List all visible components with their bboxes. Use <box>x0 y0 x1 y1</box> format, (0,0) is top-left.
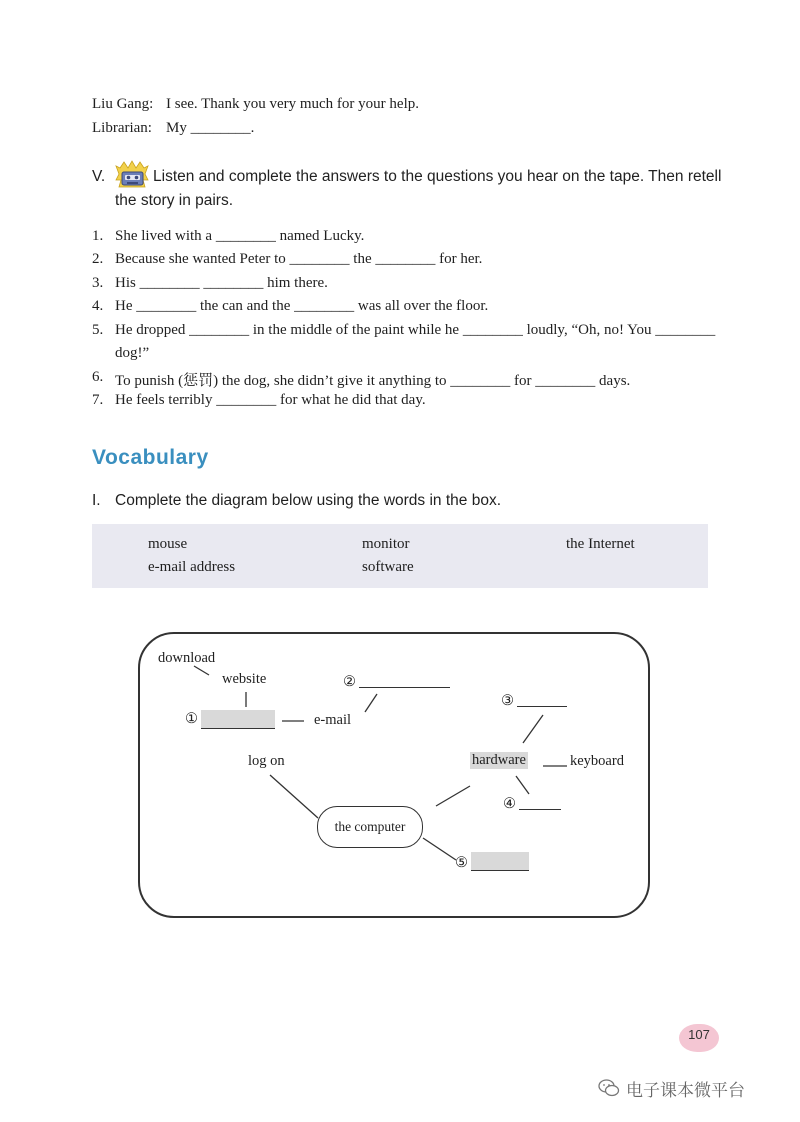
diagram-blank-3[interactable] <box>517 692 567 707</box>
diagram-blank-1[interactable] <box>201 710 275 729</box>
item-number: 1. <box>92 228 104 244</box>
item-text-continued: dog!” <box>115 345 150 361</box>
item-number: 5. <box>92 322 104 338</box>
exercise-instruction: Complete the diagram below using the words in the box. <box>115 492 501 509</box>
watermark-text: 电子课本微平台 <box>626 1081 745 1101</box>
section-instruction-line1: Listen and complete the answers to the questions you hear on the tape. Then retell <box>153 168 722 185</box>
item-text: She lived with a ________ named Lucky. <box>115 228 365 244</box>
diagram-blank-4[interactable] <box>519 795 561 810</box>
diagram-marker-4: ④ <box>503 796 516 812</box>
diagram-center-node: the computer <box>317 806 423 848</box>
diagram-label-log-on: log on <box>248 753 285 769</box>
diagram-marker-3: ③ <box>501 693 514 709</box>
item-number: 3. <box>92 275 104 291</box>
word-box-item: the Internet <box>566 536 635 552</box>
item-text: He dropped ________ in the middle of the paint while he ________ loudly, “Oh, no! You ________ <box>115 322 716 338</box>
dialogue-line-2: My ________. <box>166 120 255 136</box>
item-number: 7. <box>92 392 104 408</box>
diagram-label-download: download <box>158 650 216 666</box>
diagram-marker-1: ① <box>185 711 198 727</box>
dialogue-line-1: I see. Thank you very much for your help. <box>166 96 419 112</box>
item-text: He feels terribly ________ for what he did that day. <box>115 392 426 408</box>
word-box-item: e-mail address <box>148 559 236 575</box>
word-box-item: mouse <box>148 536 188 552</box>
dialogue-speaker-1: Liu Gang: <box>92 96 154 112</box>
item-text: Because she wanted Peter to ________ the ________ for her. <box>115 251 483 267</box>
dialogue-speaker-2: Librarian: <box>92 120 152 136</box>
item-number: 4. <box>92 298 104 314</box>
vocabulary-heading: Vocabulary <box>92 446 209 469</box>
diagram-label-website: website <box>222 671 267 687</box>
diagram-marker-2: ② <box>343 674 356 690</box>
item-number: 6. <box>92 369 104 385</box>
item-text: He ________ the can and the ________ was all over the floor. <box>115 298 489 314</box>
word-box-item: software <box>362 559 414 575</box>
diagram-blank-2[interactable] <box>359 673 450 688</box>
page-number: 107 <box>688 1027 710 1042</box>
item-number: 2. <box>92 251 104 267</box>
wechat-icon <box>598 1078 620 1098</box>
diagram-label-hardware: hardware <box>472 752 526 768</box>
item-text: His ________ ________ him there. <box>115 275 328 291</box>
item-text: To punish (惩罚) the dog, she didn’t give it anything to ________ for ________ days. <box>115 373 631 389</box>
word-box-item: monitor <box>362 536 410 552</box>
diagram-blank-5[interactable] <box>471 852 529 871</box>
exercise-number: I. <box>92 492 101 509</box>
diagram-label-email: e-mail <box>314 712 352 728</box>
diagram-label-keyboard: keyboard <box>570 753 624 769</box>
section-number: V. <box>92 168 106 185</box>
section-instruction-line2: the story in pairs. <box>115 192 234 209</box>
diagram-marker-5: ⑤ <box>455 855 468 871</box>
